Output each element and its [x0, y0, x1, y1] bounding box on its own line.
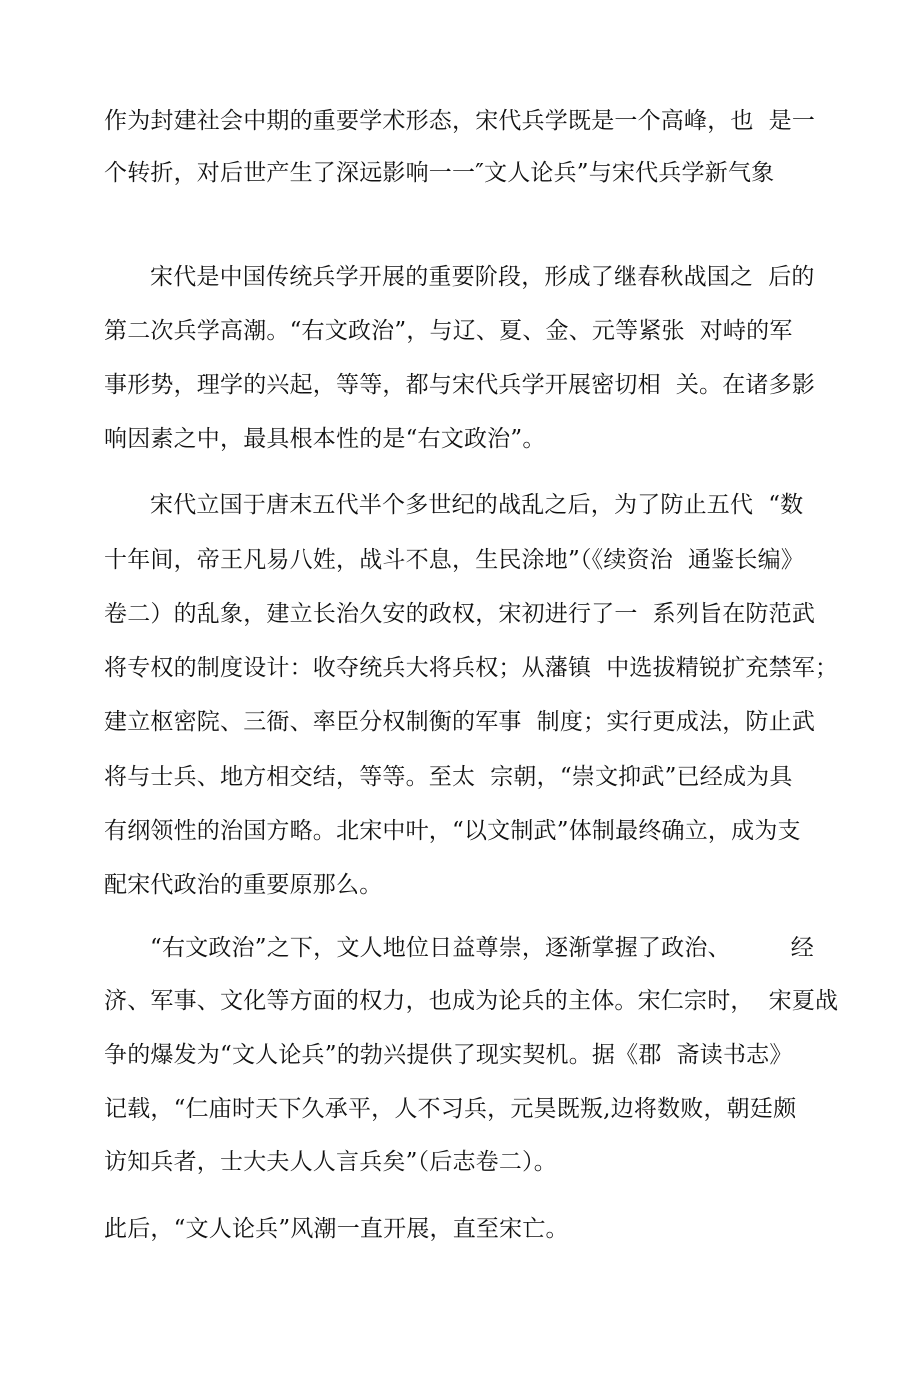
paragraph-3-line-4: 记载，“仁庙时天下久承平，人不习兵，元昊既叛,边将数败，朝廷颇	[104, 1096, 797, 1122]
paragraph-1-line-1: 宋代是中国传统兵学开展的重要阶段，形成了继春秋战国之 后的	[150, 264, 815, 290]
paragraph-4-line-1: 此后，“文人论兵”风潮一直开展，直至宋亡。	[104, 1216, 569, 1242]
paragraph-2-line-4: 将专权的制度设计：收夺统兵大将兵权；从藩镇 中选拔精锐扩充禁军；	[104, 655, 839, 681]
paragraph-2-line-3: 卷二）的乱象，建立长治久安的政权，宋初进行了一 系列旨在防范武	[104, 601, 816, 627]
paragraph-2-line-1: 宋代立国于唐末五代半个多世纪的战乱之后，为了防止五代 “数	[150, 492, 804, 518]
paragraph-2-line-7: 有纲领性的治国方略。北宋中叶，“以文制武”体制最终确立，成为支	[104, 818, 801, 844]
title-line-2: 个转折，对后世产生了深远影响一一″文人论兵”与宋代兵学新气象	[104, 160, 775, 186]
paragraph-2-line-6: 将与士兵、地方相交结，等等。至太 宗朝，“崇文抑武”已经成为具	[104, 764, 793, 790]
paragraph-1-line-2: 第二次兵学高潮。“右文政治”，与辽、夏、金、元等紧张 对峙的军	[104, 318, 793, 344]
title-line-1: 作为封建社会中期的重要学术形态，宋代兵学既是一个高峰，也 是一	[104, 108, 816, 134]
paragraph-1-line-4: 响因素之中，最具根本性的是“右文政治”。	[104, 426, 546, 452]
paragraph-1-line-3: 事形势，理学的兴起，等等，都与宋代兵学开展密切相 关。在诸多影	[104, 372, 816, 398]
paragraph-2-line-5: 建立枢密院、三衙、率臣分权制衡的军事 制度；实行更成法，防止武	[104, 709, 816, 735]
paragraph-3-line-3: 争的爆发为“文人论兵”的勃兴提供了现实契机。据《郡 斋读书志》	[104, 1042, 793, 1068]
paragraph-2-line-2: 十年间，帝王凡易八姓，战斗不息，生民涂地”（《续资治 通鉴长编》	[104, 547, 804, 573]
paragraph-2-line-8: 配宋代政治的重要原那么。	[104, 872, 383, 898]
paragraph-3-line-2: 济、军事、文化等方面的权力，也成为论兵的主体。宋仁宗时， 宋夏战	[104, 988, 839, 1014]
paragraph-3-line-1: “右文政治”之下，文人地位日益尊崇，逐渐掌握了政治、 经	[150, 935, 815, 961]
paragraph-3-line-5: 访知兵者，士大夫人人言兵矣”（后志卷二）。	[104, 1149, 557, 1175]
